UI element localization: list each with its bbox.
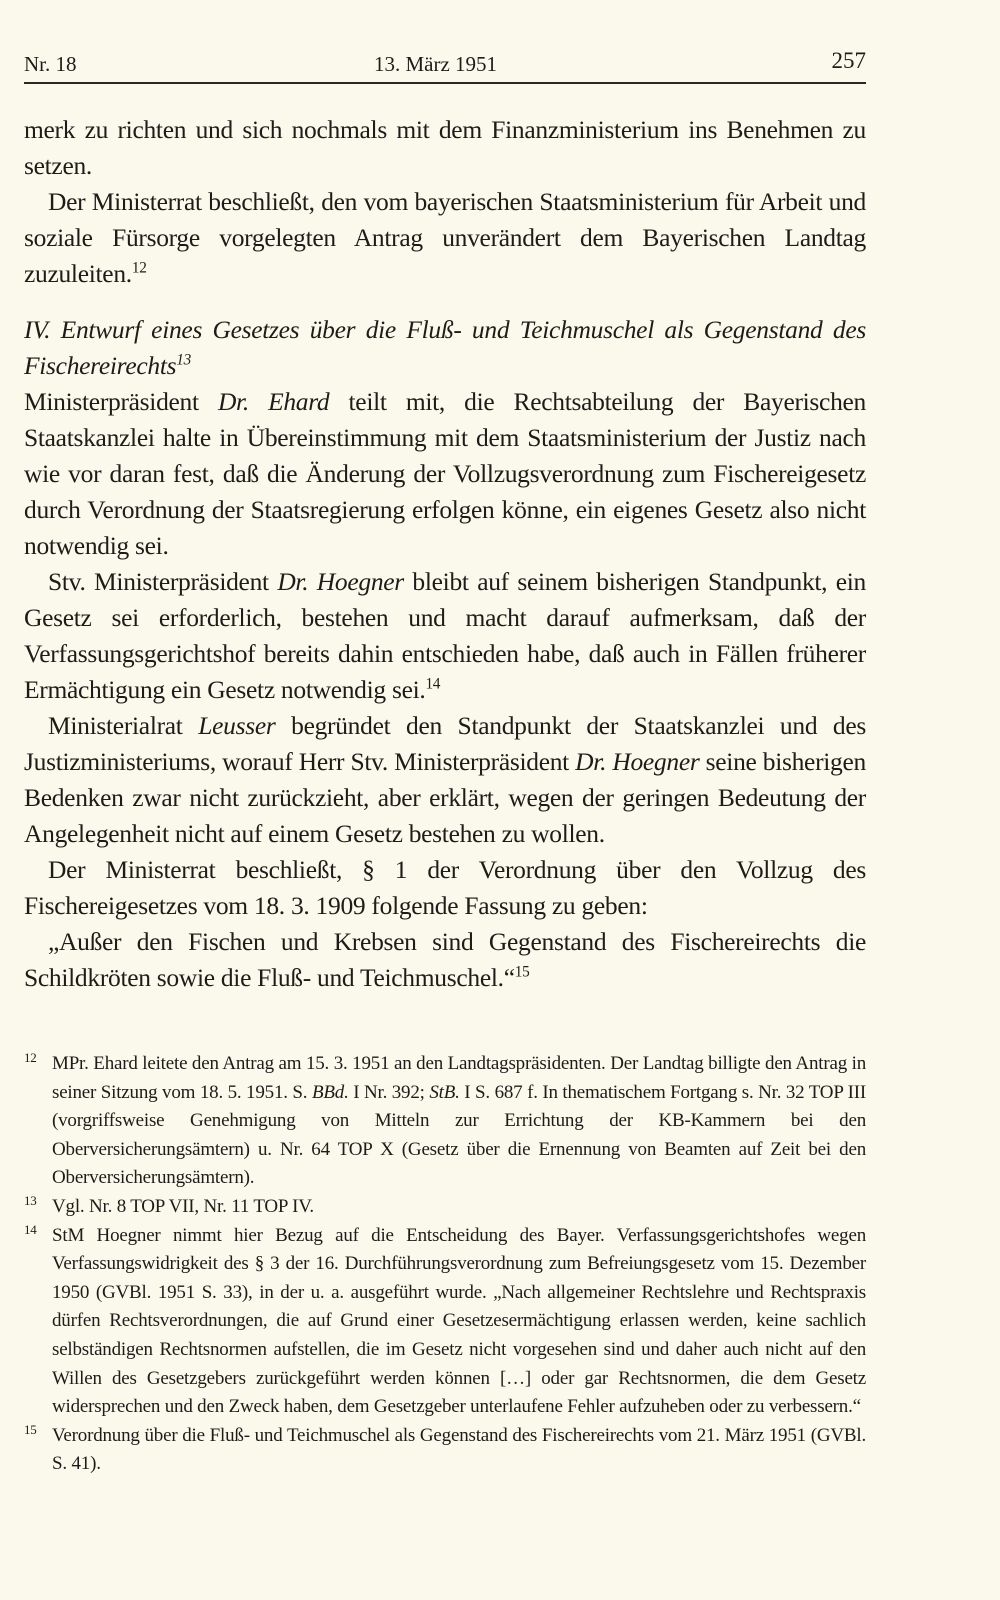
footnote: 13 Vgl. Nr. 8 TOP VII, Nr. 11 TOP IV. [24, 1193, 866, 1222]
footnote-number: 12 [24, 1050, 37, 1065]
footnote-ref[interactable]: 12 [131, 259, 147, 277]
footnote-number: 14 [24, 1221, 37, 1237]
paragraph: Ministerialrat Leusser begründet den Standpunkt der Staatskanzlei und des Justizministeriums, worauf Herr Stv. Ministerpräsident Dr. Hoegner seine bisherigen Bedenken zwar nicht zurückzieht, aber erklärt, wegen der geringen Bedeutung der Angelegenheit nicht auf einem Gesetz bestehen zu wollen. [24, 711, 866, 848]
quotation: „Außer den Fischen und Krebsen sind Gegenstand des Fischereirechts die Schildkröten sowie die Fluß- und Teichmuschel.“$^{15}$ [24, 927, 866, 992]
footnote-ref[interactable]: 13 [176, 351, 191, 369]
footnote-number: 13 [24, 1192, 37, 1208]
person-name: Dr. Ehard [217, 387, 330, 416]
footnotes [24, 1050, 866, 1479]
footnote: 12 MPr. Ehard leitete den Antrag am 15. 3. 1951 an den Landtagspräsidenten. Der Landtag billigte den Antrag in seiner Sitzung vom 18. 5. 1951. S. BBd. I Nr. 392; StB. I S. 687 f. In thematischem Fortgang s. Nr. 32 TOP III (vorgriffsweise Genehmigung von Mitteln zur Errichtung der KB-Kammern bei den Oberversicherungsämtern) u. Nr. 64 TOP X (Gesetz über die Ernennung von Beamten auf Zeit bei den Oberversicherungsämtern). [24, 1050, 866, 1193]
paragraph: Der Ministerrat beschließt, den vom bayerischen Staatsministerium für Arbeit und soziale Fürsorge vorgelegten Antrag unverändert dem Bayerischen Landtag zuzuleiten.$^{12}$ [24, 187, 866, 288]
header-date: 13. März 1951 [374, 52, 498, 76]
person-name: Dr. Hoegner [575, 747, 700, 776]
header-rule [24, 82, 866, 84]
footnote: 14 StM Hoegner nimmt hier Bezug auf die Entscheidung des Bayer. Verfassungsgerichtshofes wegen Verfassungswidrigkeit des § 3 der 16. Durchführungsverordnung zum Befreiungsgesetz vom 15. Dezember 1950 (GVBl. 1951 S. 33), in der u. a. ausgeführt wurde. „Nach allgemeiner Rechtslehre und Rechtspraxis dürfen Rechtsverordnungen, die auf Grund einer Gesetzesermächtigung erlassen werden, keine sachlich selbständigen Rechtsnormen aufstellen, die im Gesetz nicht vorgesehen sind und daher auch nicht auf den Willen des Gesetzgebers zurückgeführt werden können […] oder gar Rechtsnormen, die dem Gesetz widersprechen und den Zweck haben, dem Gesetzgeber unterlaufene Fehler aufzuheben oder zu verbessern.“ [24, 1222, 866, 1422]
person-name: Leusser [198, 711, 276, 740]
paragraph: Der Ministerrat beschließt, § 1 der Verordnung über den Vollzug des Fischereigesetzes vom 18. 3. 1909 folgende Fassung zu geben: [24, 855, 866, 920]
paragraph: Ministerpräsident Dr. Ehard teilt mit, die Rechtsabteilung der Bayerischen Staatskanzlei halte in Übereinstimmung mit dem Staatsministerium der Justiz nach wie vor daran fest, daß die Änderung der Vollzugsverordnung zum Fischereigesetz durch Verordnung der Staatsregierung erfolgen könne, ein eigenes Gesetz also nicht notwendig sei. [24, 387, 866, 560]
page-number: 257 [831, 48, 866, 73]
footnote-ref[interactable]: 15 [514, 963, 530, 981]
document-number: Nr. 18 [24, 52, 77, 76]
main-text [24, 112, 866, 996]
paragraph: Stv. Ministerpräsident Dr. Hoegner bleibt auf seinem bisherigen Standpunkt, ein Gesetz sei erforderlich, bestehen und macht darauf aufmerksam, daß der Verfassungsgerichtshof bereits dahin entschieden habe, daß auch in Fällen früherer Ermächtigung ein Gesetz notwendig sei.$^{14}$ [24, 567, 866, 704]
section-heading: IV. Entwurf eines Gesetzes über die Fluß- und Teichmuschel als Gegenstand des Fischereirechts$^{13}$ [24, 315, 866, 380]
footnote-ref[interactable]: 14 [425, 675, 441, 693]
footnote-number: 15 [24, 1421, 37, 1437]
running-header [24, 44, 866, 74]
paragraph: merk zu richten und sich nochmals mit dem Finanzministerium ins Benehmen zu setzen. [24, 115, 866, 180]
footnote: 15 Verordnung über die Fluß- und Teichmuschel als Gegenstand des Fischereirechts vom 21. März 1951 (GVBl. S. 41). [24, 1422, 866, 1479]
person-name: Dr. Hoegner [277, 567, 404, 596]
